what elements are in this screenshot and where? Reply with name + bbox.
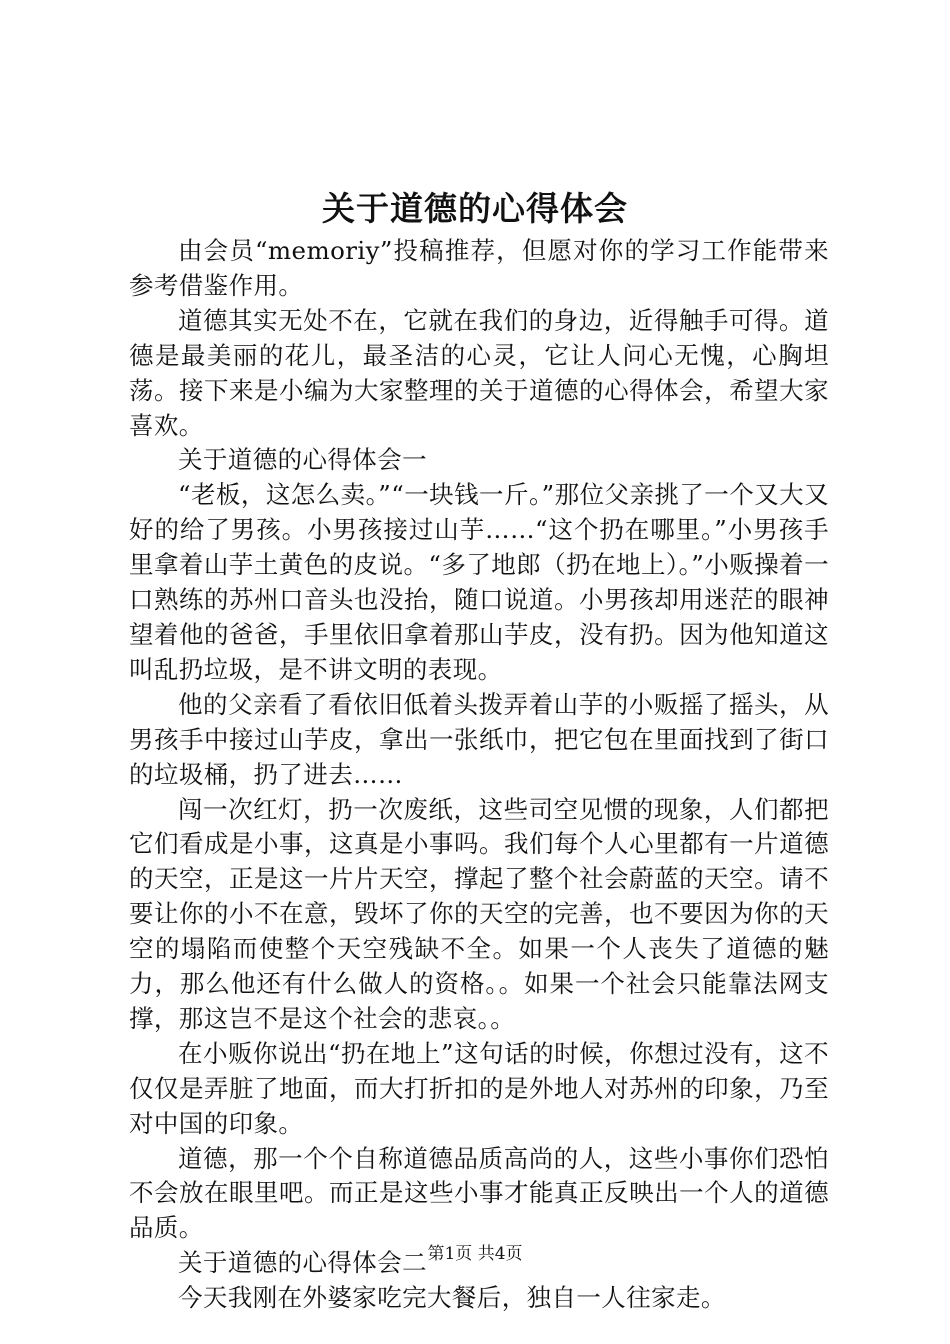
paragraph: 道德，那一个个自称道德品质高尚的人，这些小事你们恐怕不会放在眼里吧。而正是这些小事才能真正反映出一个人的道德品质。 <box>129 1143 829 1243</box>
document-title: 关于道德的心得体会 <box>322 189 628 228</box>
section-heading-1: 关于道德的心得体会一 <box>178 445 427 475</box>
document-body <box>129 234 829 1316</box>
paragraph-intro: 由会员“memoriy”投稿推荐，但愿对你的学习工作能带来参考借鉴作用。 <box>129 236 829 300</box>
paragraph: “老板，这怎么卖。”“一块钱一斤。”那位父亲挑了一个又大又好的给了男孩。小男孩接过山芋……“这个扔在哪里。”小男孩手里拿着山芋土黄色的皮说。“多了地郎（扔在地上）。”小贩操着一口熟练的苏州口音头也没抬，随口说道。小男孩却用迷茫的眼神望着他的爸爸，手里依旧拿着那山芋皮，没有扔。因为他知道这叫乱扔垃圾，是不讲文明的表现。 <box>129 480 829 684</box>
paragraph: 闯一次红灯，扔一次废纸，这些司空见惯的现象，人们都把它们看成是小事，这真是小事吗。我们每个人心里都有一片道德的天空，正是这一片片天空，撑起了整个社会蔚蓝的天空。请不要让你的小不在意，毁坏了你的天空的完善，也不要因为你的天空的塌陷而使整个天空残缺不全。如果一个人丧失了道德的魅力，那么他还有什么做人的资格。。如果一个社会只能靠法网支撑，那这岂不是这个社会的悲哀。。 <box>129 794 829 1033</box>
page-footer: 第1页 共4页 <box>427 1244 523 1264</box>
paragraph: 今天我刚在外婆家吃完大餐后，独自一人往家走。 <box>178 1283 726 1313</box>
section-heading-2: 关于道德的心得体会二 <box>178 1248 427 1278</box>
paragraph: 道德其实无处不在，它就在我们的身边，近得触手可得。道德是最美丽的花儿，最圣洁的心灵，它让人问心无愧，心胸坦荡。接下来是小编为大家整理的关于道德的心得体会，希望大家喜欢。 <box>129 305 829 440</box>
paragraph: 在小贩你说出“扔在地上”这句话的时候，你想过没有，这不仅仅是弄脏了地面，而大打折扣的是外地人对苏州的印象，乃至对中国的印象。 <box>129 1038 829 1138</box>
paragraph: 他的父亲看了看依旧低着头拨弄着山芋的小贩摇了摇头，从男孩手中接过山芋皮，拿出一张纸巾，把它包在里面找到了街口的垃圾桶，扔了进去…… <box>129 689 829 789</box>
